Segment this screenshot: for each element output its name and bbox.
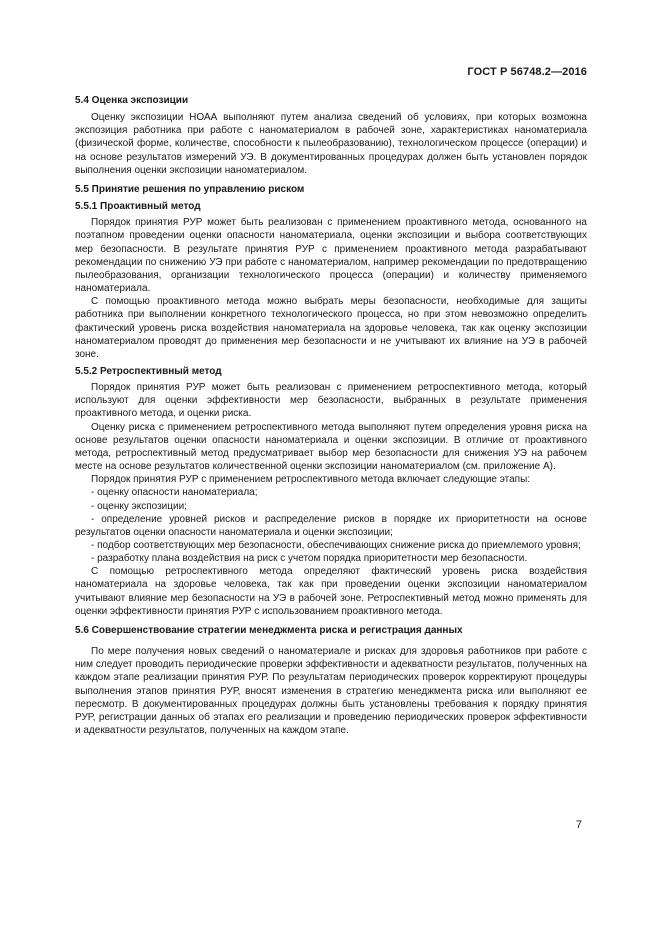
document-code-header: ГОСТ Р 56748.2—2016 — [467, 66, 587, 78]
section-5-5-2-heading: 5.5.2 Ретроспективный метод — [75, 365, 222, 377]
section-5-6-heading: 5.6 Совершенствование стратегии менеджмента риска и регистрация данных — [75, 624, 463, 636]
section-5-5-1-paragraph-1: Порядок принятия РУР может быть реализован с применением проактивного метода, основанного на поэтапном проведении оценки опасности наноматериала, оценки экспозиции и выбора соответствующих мер безопасности. В результате принятия РУР с применением проактивного метода разрабатывают рекомендации по снижению УЭ при работе с наноматериалом, например рекомендации по предотвращению пылеобразования, организации технологического процесса (операции) и количеству применяемого наноматериала. — [75, 217, 587, 295]
section-5-5-heading: 5.5 Принятие решения по управлению риском — [75, 183, 305, 195]
page-number: 7 — [575, 819, 582, 831]
section-5-5-2-paragraph-2: Оценку риска с применением ретроспективного метода выполняют путем определения уровня риска на основе результатов оценки опасности наноматериала и оценки экспозиции. В отличие от проактивного метода, ретроспективный метод предусматривает выбор мер безопасности для снижения УЭ на рабочем месте на основе результатов количественной оценки экспозиции наноматериалом (см. приложение А). — [75, 421, 587, 473]
section-5-5-2-paragraph-1: Порядок принятия РУР может быть реализован с применением ретроспективного метода, который используют для оценки эффективности мер безопасности, выбранных в результате применения проактивного метода, и оценки риска. — [75, 382, 587, 420]
section-5-4-paragraph-1: Оценку экспозиции НОАА выполняют путем анализа сведений об условиях, при которых возможна экспозиция работника при работе с наноматериалом в рабочей зоне, характеристиках наноматериала (физической форме, количестве, способности к пылеобразованию), технологическом процессе (операции) и на основе результатов измерений УЭ. В документированных процедурах должен быть установлен порядок выполнения оценки экспозиции наноматериалом. — [75, 112, 587, 176]
section-5-5-2-paragraph-4: С помощью ретроспективного метода определяют фактический уровень риска воздействия наноматериала на здоровье человека, так как при проведении оценки экспозиции наноматериалом учитывают влияние мер безопасности на УЭ в рабочей зоне. Ретроспективный метод можно применять для оценки эффективности принятия РУР с использованием проактивного метода. — [75, 566, 587, 617]
list-item: - разработку плана воздействия на риск с учетом порядка приоритетности мер безопасности. — [91, 553, 528, 565]
document-body — [75, 90, 587, 737]
section-5-5-1-paragraph-2: С помощью проактивного метода можно выбрать меры безопасности, необходимые для защиты работника при выполнении конкретного технологического процесса, но при этом невозможно определить фактический уровень риска воздействия наноматериала на здоровье человека, так как оценку экспозиции наноматериалом проводят до применения мер безопасности и не учитывают их влияние на УЭ в рабочей зоне. — [75, 296, 587, 360]
list-item: - оценку экспозиции; — [91, 500, 187, 512]
section-5-4-heading: 5.4 Оценка экспозиции — [75, 95, 189, 106]
list-item: - оценку опасности наноматериала; — [91, 487, 258, 499]
list-item: - определение уровней рисков и распределение рисков в порядке их приоритетности на основе результатов оценки опасности наноматериала и оценки экспозиции; — [75, 513, 587, 538]
section-5-5-1-heading: 5.5.1 Проактивный метод — [75, 201, 201, 213]
section-5-6-paragraph-1: По мере получения новых сведений о наноматериале и рисках для здоровья работников при работе с ним следует проводить периодические проверки эффективности и адекватности результатов, полученных на каждом этапе реализации принятия РУР. По результатам периодических проверок корректируют процедуры выполнения этапов принятия РУР, вносят изменения в стратегию менеджмента риска или выполняют ее пересмотр. В документированных процедурах должны быть установлены требования к порядку принятия РУР, регистрации данных об этапах его реализации и проведению периодических проверок эффективности и адекватности результатов, полученных на каждом этапе. — [75, 646, 587, 737]
section-5-5-2-paragraph-3: Порядок принятия РУР с применением ретроспективного метода включает следующие этапы: — [91, 474, 531, 486]
list-item: - подбор соответствующих мер безопасности, обеспечивающих снижение риска до приемлемого уровня; — [91, 540, 581, 551]
